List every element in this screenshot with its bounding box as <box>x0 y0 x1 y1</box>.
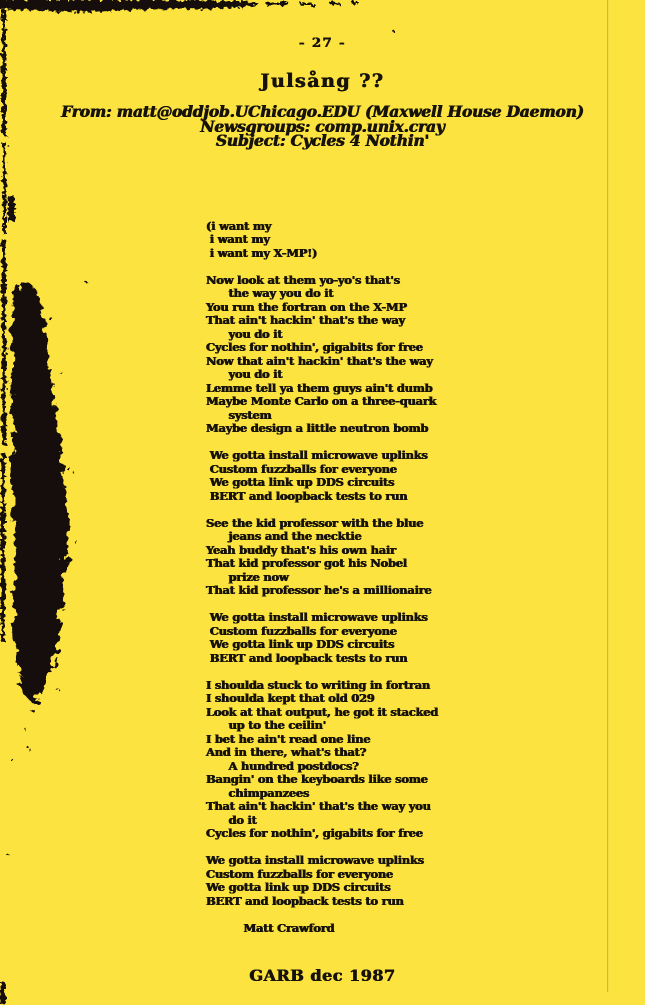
poem-line: Cycles for nothin', gigabits for free <box>206 826 423 840</box>
usenet-newsgroups-line: Newsgroups: comp.unix.cray <box>200 116 445 136</box>
poem-line: Custom fuzzballs for everyone <box>206 866 394 881</box>
poem-line: do it <box>206 812 257 827</box>
poem-line: That kid professor he's a millionaire <box>206 583 432 597</box>
poem-line: the way you do it <box>206 286 334 300</box>
poem-line: I bet he ain't read one line <box>206 731 371 746</box>
poem-line: i want my <box>206 232 270 246</box>
poem-line: We gotta link up DDS circuits <box>206 637 395 651</box>
stanza <box>206 517 438 598</box>
poem-line: jeans and the necktie <box>206 529 362 543</box>
poem-line: Now look at them yo-yo's that's <box>206 272 400 287</box>
page-number: - 27 - <box>299 36 346 51</box>
poem-line: Cycles for nothin', gigabits for free <box>206 340 423 354</box>
stanza <box>206 679 438 841</box>
poem-line: i want my X-MP!) <box>206 245 318 260</box>
poem-line: Maybe design a little neutron bomb <box>206 421 429 435</box>
poem-line: you do it <box>206 326 283 341</box>
poem-line: That ain't hackin' that's the way you <box>206 799 431 813</box>
poem-line: up to the ceilin' <box>206 718 326 732</box>
stanza <box>206 220 438 261</box>
usenet-subject-line: Subject: Cycles 4 Nothin' <box>215 131 430 150</box>
stanza <box>206 854 438 908</box>
poem-line: That kid professor got his Nobel <box>206 556 407 570</box>
poem-line: prize now <box>206 569 289 584</box>
poem-line: A hundred postdocs? <box>206 758 359 773</box>
poem <box>206 179 438 962</box>
poem-line: I shoulda stuck to writing in fortran <box>206 677 430 692</box>
top-edge-ink-smear <box>0 0 394 32</box>
poem-line: chimpanzees <box>206 785 310 800</box>
poem-line: BERT and loopback tests to run <box>206 488 408 503</box>
left-edge-ink-line <box>0 10 15 1005</box>
poem-line: Look at that output, he got it stacked <box>206 704 439 719</box>
usenet-header <box>0 102 645 150</box>
poem-line: Maybe Monte Carlo on a three-quark <box>206 394 437 408</box>
poem-line: you do it <box>206 367 283 381</box>
left-ink-blob <box>8 281 88 858</box>
poem-line: And in there, what's that? <box>206 745 367 759</box>
poem-line: Custom fuzzballs for everyone <box>206 461 397 476</box>
poem-line: Custom fuzzballs for everyone <box>206 623 397 638</box>
poem-line: We gotta install microwave uplinks <box>206 853 424 867</box>
poem-line: You run the fortran on the X-MP <box>206 299 407 314</box>
poem-line: I shoulda kept that old 029 <box>206 691 375 705</box>
poem-line: BERT and loopback tests to run <box>206 650 408 665</box>
stanza <box>206 611 438 665</box>
poem-line: We gotta link up DDS circuits <box>206 475 395 489</box>
poem-line: Bangin' on the keyboards like some <box>206 772 428 786</box>
stanza <box>206 274 438 436</box>
poem-line: (i want my <box>206 218 272 233</box>
poem-line: That ain't hackin' that's the way <box>206 313 405 327</box>
page-title: Julsång ?? <box>260 70 385 92</box>
poem-line: We gotta install microwave uplinks <box>206 610 428 624</box>
poem-line: We gotta link up DDS circuits <box>206 880 391 894</box>
poem-signature: Matt Crawford <box>206 920 335 935</box>
stanza <box>206 449 438 503</box>
poem-line: system <box>206 407 272 422</box>
poem-line: See the kid professor with the blue <box>206 515 424 530</box>
poem-line: We gotta install microwave uplinks <box>206 448 428 462</box>
poem-line: BERT and loopback tests to run <box>206 893 404 908</box>
page-footer: GARB dec 1987 <box>249 966 396 985</box>
page-crease-line <box>607 0 608 992</box>
poem-line: Lemme tell ya them guys ain't dumb <box>206 380 433 395</box>
poem-line: Yeah buddy that's his own hair <box>206 542 396 557</box>
poem-line: Now that ain't hackin' that's the way <box>206 353 433 368</box>
usenet-from-line: From: matt@oddjob.UChicago.EDU (Maxwell House Daemon) <box>61 102 584 121</box>
